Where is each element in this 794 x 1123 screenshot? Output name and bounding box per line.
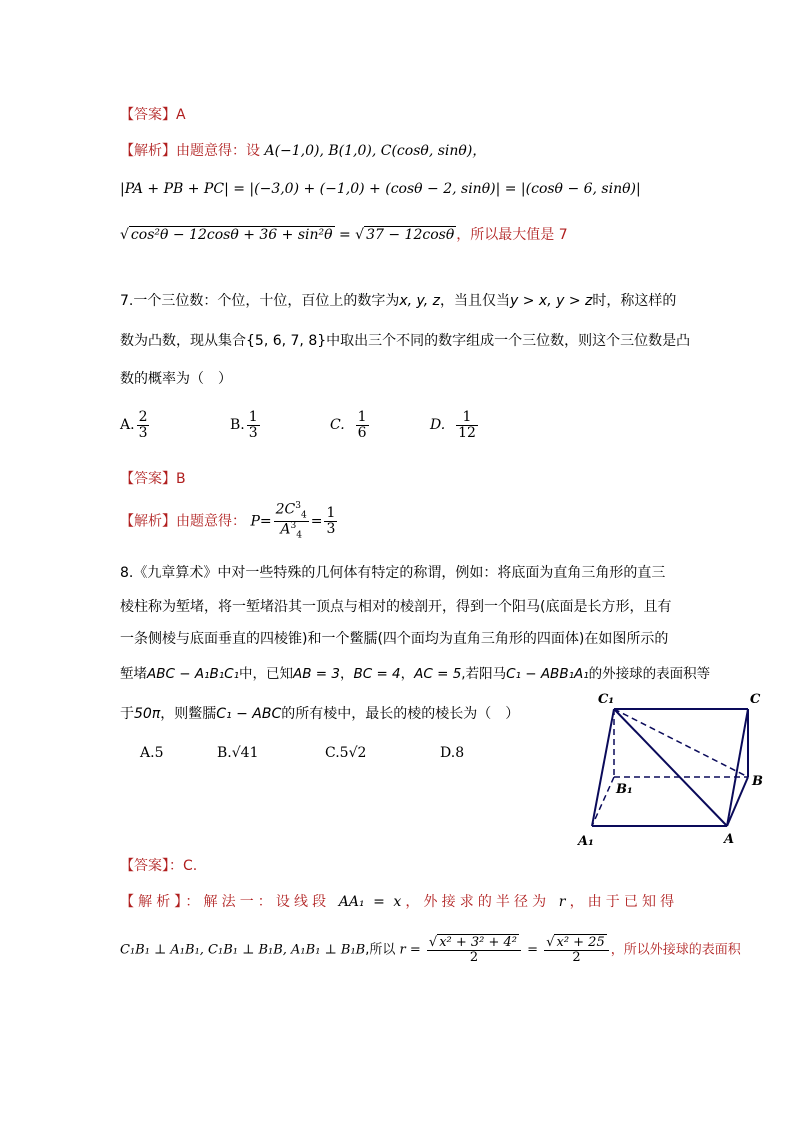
q7-option-b: B. $\frac{1}{3}$ (230, 409, 258, 441)
edge-a-b (727, 777, 748, 826)
q6-analysis-line (120, 140, 486, 160)
q7-option-a: A. $\frac{2}{3}$ (120, 409, 148, 441)
q7-option-c: C. $\frac{1}{6}$ (330, 409, 367, 441)
q8-line3: 一条侧棱与底面垂直的四棱锥)和一个鳖臑(四个面均为直角三角形的四面体)在如图所示的 (120, 631, 669, 647)
edge-c1-a (614, 709, 727, 826)
q8-option-d: D.8 (440, 745, 465, 761)
label-c1: C₁ (598, 692, 615, 707)
q8-line5: 于50π，则鳖臑C₁ − ABC的所有棱中，最长的棱的棱长为（ ） (120, 706, 520, 722)
analysis-label: 【解析】 (120, 143, 176, 159)
q8-line1: 8.《九章算术》中对一些特殊的几何体有特定的称谓，例如：将底面为直角三角形的直三 (120, 565, 666, 581)
answer-value: A (176, 107, 186, 123)
q8-analysis-line1: 【解析】：解法一：设线段 AA₁ = x，外接求的半径为 r，由于已知得 (120, 894, 675, 910)
q7-stem-line2: 数为凸数，现从集合{5, 6, 7, 8}中取出三个不同的数字组成一个三位数，则这个三位数是凸 (120, 333, 691, 349)
points-expr: A(−1,0), B(1,0), C(cosθ, sinθ)， (264, 143, 487, 159)
edge-c1-a1 (592, 709, 614, 826)
q8-analysis-line2: C₁B₁ ⊥ A₁B₁, C₁B₁ ⊥ B₁B, A₁B₁ ⊥ B₁B,所以 r = $\frac{\text{√ x² + 3² + 4²}}{2}$ = $\frac{\text{√ x² + 25}}{2}$ ，所以外接球的表面积 (120, 935, 741, 965)
label-b: B (752, 774, 763, 789)
q6-answer-line (120, 104, 186, 124)
label-b1: B₁ (616, 782, 633, 797)
vector-expression: |PA + PB + PC| = |(−3,0) + (−1,0) + (cosθ − 2, sinθ)| = |(cosθ − 6, sinθ)| (120, 181, 641, 197)
q7-analysis-line: 【解析】由题意得： P= $\frac{2C^3_4}{A^3_4}$ = $\frac{1}{3}$ (120, 501, 336, 541)
q8-option-a: A.5 (140, 745, 164, 761)
q8-option-c: C.5√2 (325, 745, 367, 761)
q7-stem-line3: 数的概率为（ ） (120, 371, 232, 387)
edge-c1-b (614, 709, 748, 777)
q7-stem-line1: 7.一个三位数：个位，十位，百位上的数字为x, y, z，当且仅当y > x, y > z时，称这样的 (120, 293, 677, 309)
edge-b1-a1 (592, 777, 614, 826)
q8-line4: 堑堵ABC − A₁B₁C₁中，已知AB = 3，BC = 4，AC = 5,若阳马C₁ − ABB₁A₁的外接球的表面积等 (120, 666, 711, 682)
label-a: A (724, 832, 735, 847)
q7-option-d: D. $\frac{1}{12}$ (430, 409, 476, 441)
prism-figure (570, 685, 770, 855)
q8-option-b: B.√41 (217, 745, 259, 761)
q8-answer-line: 【答案】：C. (120, 858, 198, 874)
answer-label: 【答案】 (120, 107, 176, 123)
sqrt-expression: √ cos²θ − 12cosθ + 36 + sin²θ = √ 37 − 12cosθ ，所以最大值是 7 (120, 227, 568, 243)
analysis-intro: 由题意得：设 (176, 143, 260, 159)
sqrt-right: 37 − 12cosθ (366, 227, 455, 243)
q8-line2: 棱柱称为堑堵，将一堑堵沿其一顶点与相对的棱剖开，得到一个阳马(底面是长方形，且有 (120, 599, 672, 615)
q7-answer-line: 【答案】B (120, 471, 186, 487)
label-c: C (750, 692, 761, 707)
label-a1: A₁ (578, 834, 594, 849)
sqrt-left: cos²θ − 12cosθ + 36 + sin²θ (130, 227, 333, 243)
conclusion: ，所以最大值是 7 (456, 227, 568, 243)
